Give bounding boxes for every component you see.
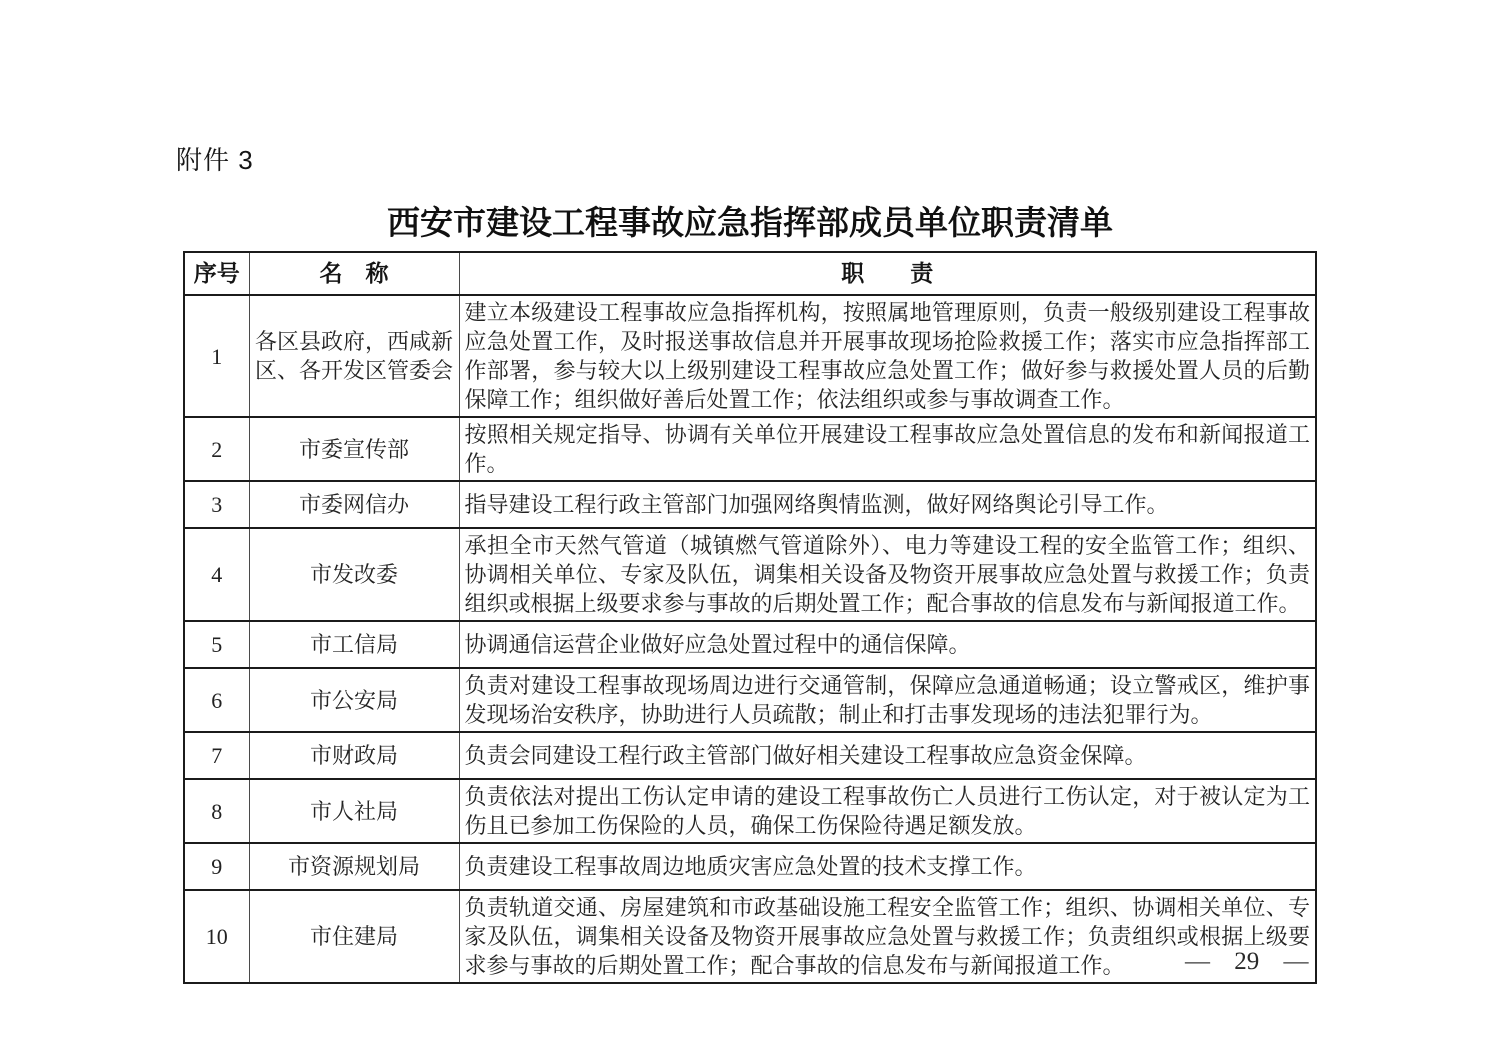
duty-cell: 负责依法对提出工伤认定申请的建设工程事故伤亡人员进行工伤认定，对于被认定为工伤且已参加工伤保险的人员，确保工伤保险待遇足额发放。 <box>459 779 1316 843</box>
attachment-label: 附件 3 <box>176 145 254 175</box>
footer-dash-right: — <box>1283 948 1309 975</box>
page-footer <box>1185 948 1309 976</box>
table-row <box>184 668 1316 732</box>
name-cell: 市公安局 <box>249 668 459 732</box>
serial-cell: 5 <box>184 621 249 668</box>
serial-cell: 9 <box>184 843 249 890</box>
table-row <box>184 528 1316 621</box>
table-row <box>184 481 1316 528</box>
table-row <box>184 779 1316 843</box>
duty-cell: 指导建设工程行政主管部门加强网络舆情监测，做好网络舆论引导工作。 <box>459 481 1316 528</box>
duty-cell: 建立本级建设工程事故应急指挥机构，按照属地管理原则，负责一般级别建设工程事故应急处置工作，及时报送事故信息并开展事故现场抢险救援工作；落实市应急指挥部工作部署，参与较大以上级别建设工程事故应急处置工作；做好参与救援处置人员的后勤保障工作；组织做好善后处置工作；依法组织或参与事故调查工作。 <box>459 295 1316 417</box>
name-cell: 市发改委 <box>249 528 459 621</box>
name-cell: 市资源规划局 <box>249 843 459 890</box>
table-row <box>184 732 1316 779</box>
serial-cell: 6 <box>184 668 249 732</box>
name-cell: 市住建局 <box>249 890 459 983</box>
header-duty: 职 责 <box>459 252 1316 295</box>
serial-cell: 3 <box>184 481 249 528</box>
serial-cell: 1 <box>184 295 249 417</box>
name-cell: 各区县政府，西咸新区、各开发区管委会 <box>249 295 459 417</box>
serial-cell: 7 <box>184 732 249 779</box>
table-row <box>184 621 1316 668</box>
serial-cell: 2 <box>184 417 249 481</box>
header-name: 名 称 <box>249 252 459 295</box>
serial-cell: 10 <box>184 890 249 983</box>
serial-cell: 4 <box>184 528 249 621</box>
footer-dash-left: — <box>1185 948 1210 975</box>
name-cell: 市委网信办 <box>249 481 459 528</box>
header-serial: 序号 <box>184 252 249 295</box>
duty-cell: 按照相关规定指导、协调有关单位开展建设工程事故应急处置信息的发布和新闻报道工作。 <box>459 417 1316 481</box>
responsibilities-table <box>183 251 1317 984</box>
name-cell: 市委宣传部 <box>249 417 459 481</box>
name-cell: 市财政局 <box>249 732 459 779</box>
name-cell: 市人社局 <box>249 779 459 843</box>
serial-cell: 8 <box>184 779 249 843</box>
footer-page-number: 29 <box>1234 948 1260 975</box>
duty-cell: 协调通信运营企业做好应急处置过程中的通信保障。 <box>459 621 1316 668</box>
duty-cell: 负责对建设工程事故现场周边进行交通管制，保障应急通道畅通；设立警戒区，维护事发现场治安秩序，协助进行人员疏散；制止和打击事发现场的违法犯罪行为。 <box>459 668 1316 732</box>
duty-cell: 负责建设工程事故周边地质灾害应急处置的技术支撑工作。 <box>459 843 1316 890</box>
duty-cell: 承担全市天然气管道（城镇燃气管道除外）、电力等建设工程的安全监管工作；组织、协调相关单位、专家及队伍，调集相关设备及物资开展事故应急处置与救援工作；负责组织或根据上级要求参与事故的后期处置工作；配合事故的信息发布与新闻报道工作。 <box>459 528 1316 621</box>
duty-cell: 负责会同建设工程行政主管部门做好相关建设工程事故应急资金保障。 <box>459 732 1316 779</box>
name-cell: 市工信局 <box>249 621 459 668</box>
document-title: 西安市建设工程事故应急指挥部成员单位职责清单 <box>387 206 1113 242</box>
header-row <box>184 252 1316 295</box>
duty-cell: 负责轨道交通、房屋建筑和市政基础设施工程安全监管工作；组织、协调相关单位、专家及队伍，调集相关设备及物资开展事故应急处置与救援工作；负责组织或根据上级要求参与事故的后期处置工作；配合事故的信息发布与新闻报道工作。 <box>459 890 1316 983</box>
table-row <box>184 890 1316 983</box>
table-row <box>184 417 1316 481</box>
table-row <box>184 843 1316 890</box>
table-row <box>184 295 1316 417</box>
